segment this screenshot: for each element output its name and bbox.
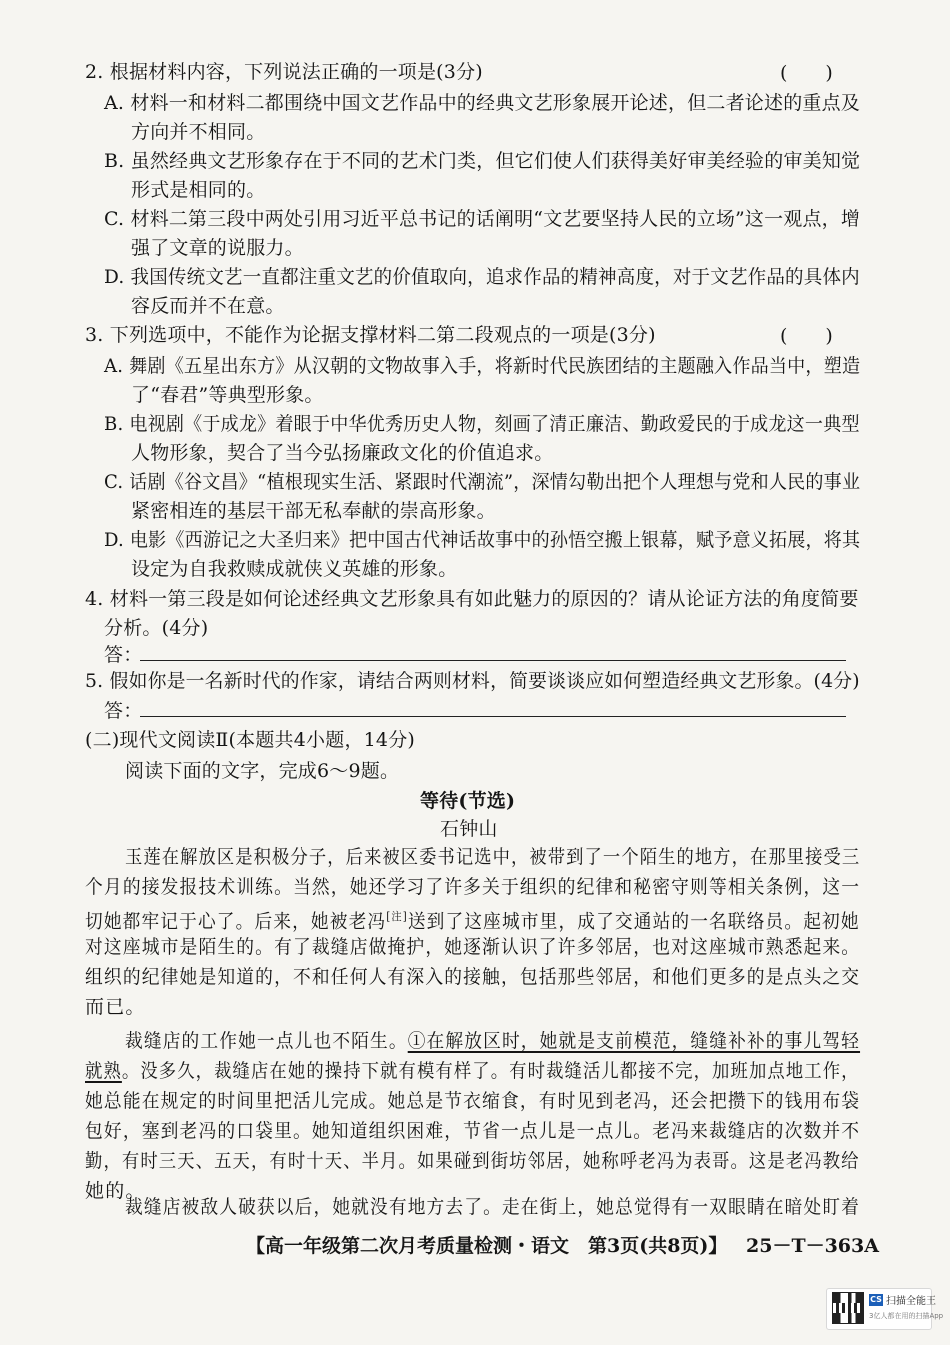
q3-stem: 3. 下列选项中，不能作为论据支撑材料二第二段观点的一项是(3分) [85,324,656,346]
story-p1-line2: 个月的接发报技术训练。当然，她还学习了许多关于组织的纪律和秘密守则等相关条例，这一 [85,876,861,898]
q2-option-b-line2: 形式是相同的。 [131,179,266,201]
q2-option-d-line2: 容反而并不在意。 [131,295,285,317]
q2-option-b-line1: B. 虽然经典文艺形象存在于不同的艺术门类，但它们使人们获得美好审美经验的审美知觉 [104,150,861,172]
q4-answer-label: 答： [104,644,143,666]
q3-option-d-line2: 设定为自我救赎成就侠义英雄的形象。 [131,558,458,580]
story-p2-lead: 裁缝店的工作她一点儿也不陌生。 [125,1030,408,1052]
page-footer: 【高一年级第二次月考质量检测・语文 第3页(共8页)】 [246,1235,728,1257]
qr-code-icon [833,1293,863,1323]
scanner-watermark [826,1288,944,1330]
q5-answer-label: 答： [104,700,143,722]
story-p2-line5: 勤，有时三天、五天，有时十天、半月。如果碰到街坊邻居，她称呼老冯为表哥。这是老冯教给 [85,1150,860,1172]
story-p1-line4: 对这座城市是陌生的。有了裁缝店做掩护，她逐渐认识了许多邻居，也对这座城市熟悉起来。 [85,936,861,958]
story-p1-line5: 组织的纪律她是知道的，不和任何人有深入的接触，包括那些邻居，和他们更多的是点头之交 [85,966,861,988]
exam-code: 25－T－363A [746,1235,879,1257]
q2-option-c-line1: C. 材料二第三段中两处引用习近平总书记的话阐明“文艺要坚持人民的立场”这一观点，增 [104,208,861,230]
q3-option-d-line1: D. 电影《西游记之大圣归来》把中国古代神话故事中的孙悟空搬上银幕，赋予意义拓展，将其 [104,529,861,551]
q3-option-c-line2: 紧密相连的基层干部无私奉献的崇高形象。 [131,500,496,522]
q4-answer-line[interactable] [140,660,846,661]
q4-stem-line2: 分析。(4分) [104,617,209,639]
q5-stem: 5. 假如你是一名新时代的作家，请结合两则材料，简要谈谈应如何塑造经典文艺形象。(4分) [85,670,860,692]
q2-answer-paren: ( ) [780,62,833,84]
story-p2-line2 [85,1057,860,1085]
marked-sentence-1: ①在解放区时，她就是支前模范，缝缝补补的事儿驾轻 [407,1030,861,1052]
q3-option-a-line2: 了“春君”等典型形象。 [131,384,324,406]
story-p1-line3-b: 送到了这座城市里，成了交通站的一名联络员。起初她 [407,910,860,933]
story-author: 石钟山 [440,818,498,840]
story-p1-line3 [85,903,860,935]
story-p1-line3-a: 切她都牢记于心了。后来，她被老冯 [85,910,387,933]
footnote-marker: [注] [386,910,408,923]
story-p2-line3: 她总能在规定的时间里把活儿完成。她总是节衣缩食，有时见到老冯，还会把攒下的钱用布袋 [85,1090,861,1112]
story-p2-line1 [125,1027,860,1055]
marked-sentence-1-end: 就熟 [85,1060,122,1082]
q2-stem: 2. 根据材料内容，下列说法正确的一项是(3分) [85,61,483,83]
story-p1-line1: 玉莲在解放区是积极分子，后来被区委书记选中，被带到了一个陌生的地方，在那里接受三 [125,846,861,868]
section2-instruction: 阅读下面的文字，完成6～9题。 [125,760,400,782]
q4-stem-line1: 4. 材料一第三段是如何论述经典文艺形象具有如此魅力的原因的？请从论证方法的角度简要 [85,588,859,610]
q3-option-c-line1: C. 话剧《谷文昌》“植根现实生活、紧跟时代潮流”，深情勾勒出把个人理想与党和人民的事业 [104,471,861,493]
story-p2-line2-rest: 。没多久，裁缝店在她的操持下就有模有样了。有时裁缝活儿都接不完，加班加点地工作， [121,1060,860,1082]
story-p1-line6: 而已。 [85,996,146,1018]
q3-option-b-line1: B. 电视剧《于成龙》着眼于中华优秀历史人物，刻画了清正廉洁、勤政爱民的于成龙这一典型 [104,413,860,435]
q3-option-a-line1: A. 舞剧《五星出东方》从汉朝的文物故事入手，将新时代民族团结的主题融入作品当中，塑造 [104,355,861,377]
q3-answer-paren: ( ) [780,325,833,347]
watermark-tagline: 3亿人都在用的扫描App [869,1312,944,1320]
q2-option-a-line1: A. 材料一和材料二都围绕中国文艺作品中的经典文艺形象展开论述，但二者论述的重点及 [104,92,861,114]
watermark-brand: 扫描全能王 [886,1296,936,1307]
story-p3-line1: 裁缝店被敌人破获以后，她就没有地方去了。走在街上，她总觉得有一双眼睛在暗处盯着 [125,1196,861,1218]
section2-heading: (二)现代文阅读Ⅱ(本题共4小题，14分) [85,729,416,751]
q3-option-b-line2: 人物形象，契合了当今弘扬廉政文化的价值追求。 [131,442,554,464]
q5-answer-line[interactable] [140,716,846,717]
story-p2-line6: 她的。 [85,1180,146,1202]
q2-option-d-line1: D. 我国传统文艺一直都注重文艺的价值取向，追求作品的精神高度，对于文艺作品的具体内 [104,266,860,288]
q2-option-a-line2: 方向并不相同。 [131,121,266,143]
story-p2-line4: 包好，塞到老冯的口袋里。她知道组织困难，节省一点儿是一点儿。老冯来裁缝店的次数并不 [85,1120,861,1142]
camscanner-logo-icon: CS [870,1295,882,1304]
story-title: 等待(节选) [420,790,516,812]
q2-option-c-line2: 强了文章的说服力。 [131,237,304,259]
